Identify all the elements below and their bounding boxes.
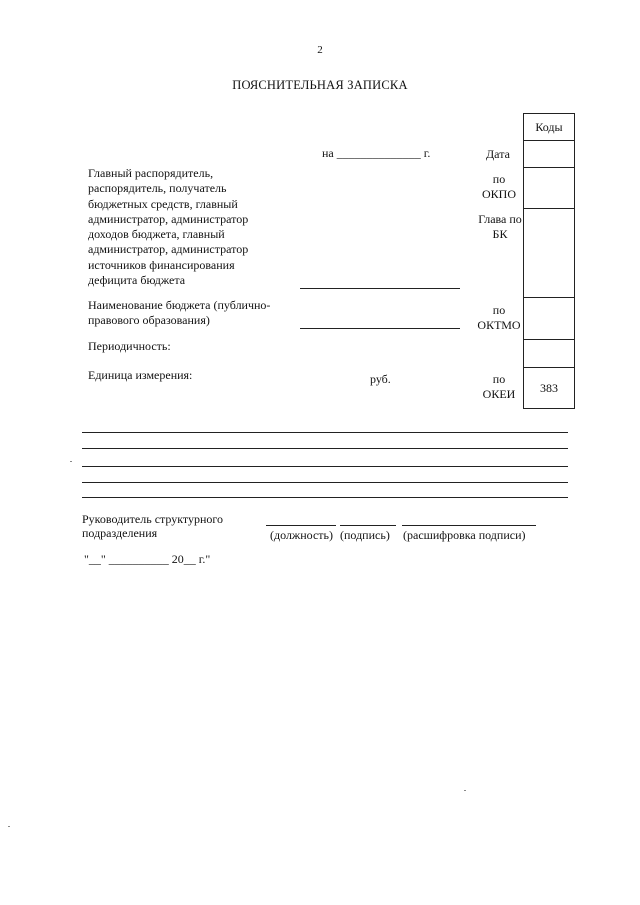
recipient-line: Главный распорядитель, [88, 166, 214, 180]
document-title: ПОЯСНИТЕЛЬНАЯ ЗАПИСКА [232, 78, 408, 92]
text-line [82, 497, 568, 498]
oktmo-label: по ОКТМО [477, 303, 521, 332]
budget-line: правового образования) [88, 313, 210, 328]
budget-line: Наименование бюджета (публично- [88, 298, 271, 312]
recipient-line: дефицита бюджета [88, 273, 186, 288]
scan-speck [464, 790, 466, 791]
recipient-label [88, 166, 298, 288]
recipient-line: распорядитель, получатель [88, 181, 227, 196]
oktmo-code-cell [524, 298, 575, 340]
codes-header: Коды [524, 114, 575, 141]
scan-speck [70, 461, 72, 462]
sign-caption: (подпись) [340, 528, 390, 542]
recipient-line: бюджетных средств, главный [88, 196, 238, 211]
date-blank: ______________ [336, 146, 421, 160]
recipient-line: администратор, администратор [88, 211, 249, 226]
recipient-line: администратор, администратор [88, 242, 249, 257]
budget-fill-line [300, 328, 460, 329]
okei-code-cell: 383 [524, 368, 575, 409]
date-code-cell [524, 141, 575, 168]
okei-label: по ОКЕИ [482, 372, 516, 401]
unit-value: руб. [370, 372, 391, 386]
periodicity-label: Периодичность: [88, 339, 171, 353]
recipient-line: доходов бюджета, главный [88, 227, 225, 242]
text-line [82, 482, 568, 483]
budget-label [88, 298, 298, 329]
text-line [82, 448, 568, 449]
bk-label: Глава по БК [478, 212, 522, 241]
date-code-label: Дата [486, 147, 510, 161]
decode-caption: (расшифровка подписи) [403, 528, 526, 542]
signature-date: "__" __________ 20__ г." [84, 552, 211, 566]
recipient-line: источников финансирования [88, 257, 235, 272]
decode-line [402, 525, 536, 526]
position-caption: (должность) [270, 528, 333, 542]
codes-table [523, 113, 575, 409]
okpo-label: по ОКПО [481, 172, 516, 201]
date-prefix: на [322, 146, 334, 160]
signature-head-label [82, 512, 223, 540]
sign-line [340, 525, 396, 526]
bk-code-cell [524, 209, 575, 298]
date-suffix: г. [423, 146, 431, 160]
text-line [82, 432, 568, 433]
signature-head-line: подразделения [82, 526, 158, 540]
unit-label: Единица измерения: [88, 368, 193, 382]
scan-speck [8, 826, 10, 827]
signature-head-line: Руководитель структурного [82, 512, 224, 526]
okpo-code-cell [524, 168, 575, 209]
position-line [266, 525, 336, 526]
date-row [322, 146, 430, 160]
text-line [82, 466, 568, 467]
recipient-fill-line [300, 288, 460, 289]
page-number: 2 [317, 44, 323, 56]
periodicity-code-cell [524, 340, 575, 368]
